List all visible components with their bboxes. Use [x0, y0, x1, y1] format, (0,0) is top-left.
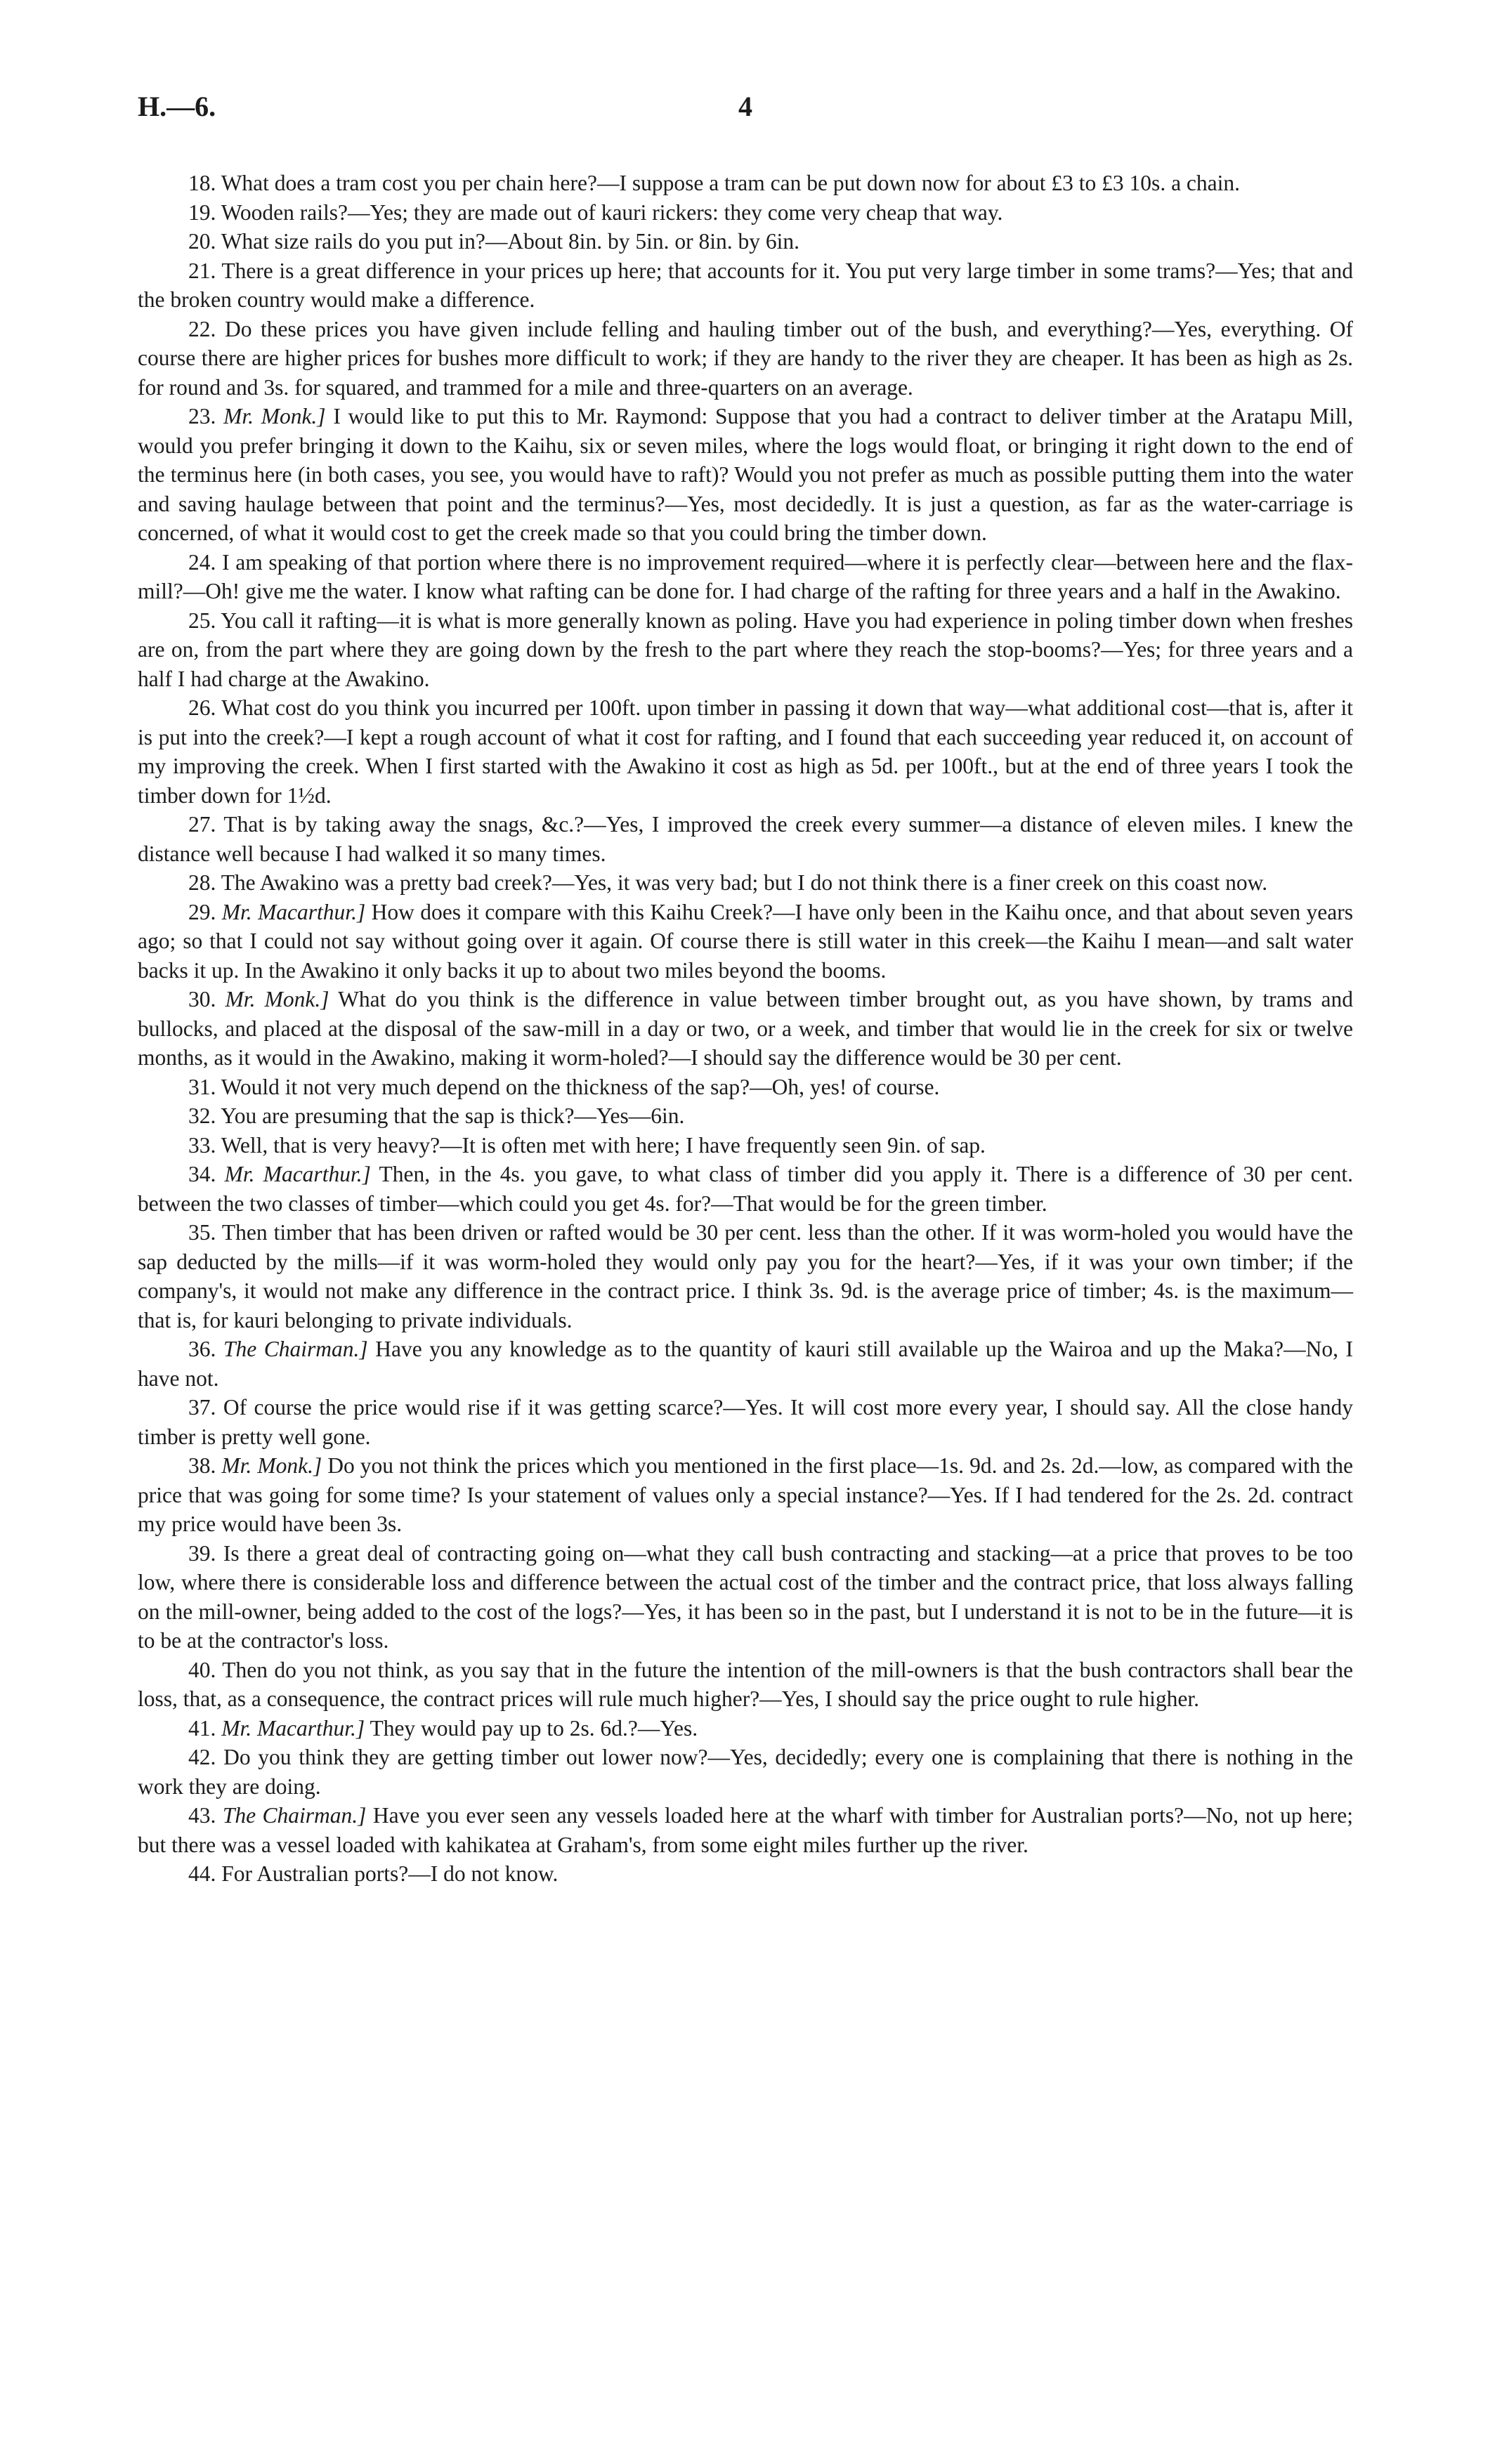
paragraph-text: I am speaking of that portion where there is no improvement required—where it is perfectly clear—between here and the flax-mill?—Oh! give me the water. I know what rafting can be done for. I had charge of the rafting for three years and a half in the Awakino. [138, 549, 1353, 603]
paragraph-30 [138, 985, 1353, 1073]
paragraph-number: 44. [188, 1861, 216, 1886]
paragraph-39 [138, 1539, 1353, 1656]
speaker: The Chairman.] [222, 1803, 367, 1828]
paragraph-number: 32. [188, 1103, 216, 1128]
paragraph-number: 23. [188, 404, 216, 428]
paragraph-23 [138, 402, 1353, 548]
paragraph-number: 28. [188, 870, 216, 895]
paragraph-35 [138, 1218, 1353, 1335]
paragraph-text: Then do you not think, as you say that in the future the intention of the mill-owners is that the bush contractors shall bear the loss, that, as a consequence, the contract prices will rule much higher?—Yes, I should say the price ought to rule higher. [138, 1657, 1353, 1711]
paragraph-text: The Awakino was a pretty bad creek?—Yes, it was very bad; but I do not think there is a finer creek on this coast now. [221, 870, 1268, 895]
paragraph-text: Do you think they are getting timber out lower now?—Yes, decidedly; every one is complaining that there is nothing in the work they are doing. [138, 1745, 1353, 1799]
paragraph-number: 27. [188, 812, 216, 837]
paragraph-text: I would like to put this to Mr. Raymond: Suppose that you had a contract to deliver timber at the Aratapu Mill, would you prefer bringing it down to the Kaihu, six or seven miles, where the logs would float, or bringing it right down to the end of the terminus here (in both cases, you see, you would have to raft)? Would you not prefer as much as possible putting them into the water and saving haulage between that point and the terminus?—Yes, most decidedly. It is just a question, as far as the water-carriage is concerned, of what it would cost to get the creek made so that you could bring the timber down. [138, 404, 1354, 545]
paragraph-text: Do these prices you have given include felling and hauling timber out of the bush, and everything?—Yes, everything. Of course there are higher prices for bushes more difficult to work; if they are handy to the river they are cheaper. It has been as high as 2s. for round and 3s. for squared, and trammed for a mile and three-quarters on an average. [138, 316, 1353, 400]
paragraph-text: They would pay up to 2s. 6d.?—Yes. [370, 1715, 698, 1741]
paragraph-number: 39. [188, 1540, 216, 1566]
paragraph-number: 19. [188, 199, 216, 225]
paragraph-number: 22. [188, 316, 216, 341]
paragraph-19 [138, 198, 1353, 228]
paragraph-text: What size rails do you put in?—About 8in. by 5in. or 8in. by 6in. [221, 229, 799, 254]
paragraph-34 [138, 1160, 1353, 1218]
paragraph-text: Then timber that has been driven or rafted would be 30 per cent. less than the other. If it was worm-holed you would have the sap deducted by the mills—if it was worm-holed they would only pay you for the heart?—Yes, if it was your own timber; if the company's, it would not make any difference in the contract price. I think 3s. 9d. is the average price of timber; 4s. is the maximum—that is, for kauri belonging to private individuals. [138, 1220, 1353, 1332]
paragraph-33 [138, 1131, 1353, 1160]
paragraph-36 [138, 1335, 1353, 1393]
paragraph-text: What does a tram cost you per chain here?—I suppose a tram can be put down now for about £3 to £3 10s. a chain. [221, 171, 1241, 195]
page-body [138, 169, 1353, 1889]
speaker: The Chairman.] [223, 1337, 368, 1361]
paragraph-text: You call it rafting—it is what is more generally known as poling. Have you had experience in poling timber down when freshes are on, from the part where they are going down by the fresh to the part where they reach the stop-booms?—Yes; for three years and a half I had charge at the Awakino. [138, 608, 1353, 691]
paragraph-text: Have you ever seen any vessels loaded here at the wharf with timber for Australian ports?—No, not up here; but there was a vessel loaded with kahikatea at Graham's, from some eight miles further up the river. [138, 1803, 1354, 1857]
paragraph-number: 42. [188, 1745, 216, 1769]
paragraph-text: Do you not think the prices which you mentioned in the first place—1s. 9d. and 2s. 2d.—low, as compared with the price that was going for some time? Is your statement of values only a special instance?—Yes. If I had tendered for the 2s. 2d. contract my price would have been 3s. [138, 1453, 1353, 1536]
paragraph-40 [138, 1656, 1353, 1714]
paragraph-number: 30. [188, 987, 216, 1011]
paragraph-text: You are presuming that the sap is thick?—Yes—6in. [221, 1103, 685, 1128]
paragraph-text: What cost do you think you incurred per 100ft. upon timber in passing it down that way—what additional cost—that is, after it is put into the creek?—I kept a rough account of what it cost for rafting, and I found that each succeeding year reduced it, on account of my improving the creek. When I first started with the Awakino it cost as high as 5d. per 100ft., but at the end of three years I took the timber down for 1½d. [138, 695, 1353, 808]
paragraph-24 [138, 548, 1353, 606]
paragraph-18 [138, 169, 1353, 198]
speaker: Mr. Macarthur.] [221, 1715, 365, 1741]
paragraph-number: 38. [188, 1453, 216, 1478]
paragraph-number: 35. [188, 1220, 216, 1245]
paragraph-32 [138, 1101, 1353, 1131]
paragraph-20 [138, 227, 1353, 256]
paragraph-number: 43. [188, 1803, 216, 1828]
page-header [138, 90, 1353, 132]
paragraph-text: Is there a great deal of contracting going on—what they call bush contracting and stacking—at a price that proves to be too low, where there is considerable loss and difference between the actual cost of the timber and the contract price, that loss always falling on the mill-owner, being added to the cost of the logs?—Yes, it has been so in the past, but I understand it is not to be in the future—it is to be at the contractor's loss. [138, 1540, 1354, 1653]
paragraph-number: 40. [188, 1657, 216, 1682]
paragraph-number: 31. [188, 1074, 216, 1099]
speaker: Mr. Macarthur.] [224, 1162, 371, 1186]
page-number: 4 [738, 91, 752, 122]
paragraph-text: That is by taking away the snags, &c.?—Yes, I improved the creek every summer—a distance of eleven miles. I knew the distance well because I had walked it so many times. [138, 812, 1353, 866]
document-code: H.—6. [138, 91, 216, 122]
paragraph-number: 29. [188, 899, 216, 924]
paragraph-text: There is a great difference in your prices up here; that accounts for it. You put very large timber in some trams?—Yes; that and the broken country would make a difference. [138, 258, 1353, 312]
paragraph-text: Would it not very much depend on the thickness of the sap?—Oh, yes! of course. [221, 1074, 940, 1099]
paragraph-number: 20. [188, 229, 216, 254]
paragraph-number: 26. [188, 695, 216, 720]
paragraph-26 [138, 693, 1353, 810]
paragraph-number: 36. [188, 1337, 216, 1361]
paragraph-31 [138, 1073, 1353, 1102]
paragraph-text: Wooden rails?—Yes; they are made out of kauri rickers: they come very cheap that way. [221, 199, 1003, 225]
speaker: Mr. Monk.] [225, 987, 329, 1011]
paragraph-42 [138, 1743, 1353, 1801]
paragraph-number: 33. [188, 1132, 216, 1158]
speaker: Mr. Macarthur.] [221, 899, 366, 924]
paragraph-number: 24. [188, 549, 216, 575]
paragraph-44 [138, 1859, 1353, 1889]
paragraph-text: Have you any knowledge as to the quantity of kauri still available up the Wairoa and up the Maka?—No, I have not. [138, 1337, 1354, 1391]
paragraph-28 [138, 868, 1353, 898]
paragraph-number: 37. [188, 1395, 216, 1420]
paragraph-text: Of course the price would rise if it was getting scarce?—Yes. It will cost more every year, I should say. All the close handy timber is pretty well gone. [138, 1395, 1354, 1449]
paragraph-38 [138, 1451, 1353, 1539]
paragraph-text: Well, that is very heavy?—It is often met with here; I have frequently seen 9in. of sap. [221, 1132, 986, 1158]
paragraph-41 [138, 1714, 1353, 1743]
paragraph-text: For Australian ports?—I do not know. [221, 1861, 559, 1886]
paragraph-27 [138, 810, 1353, 868]
paragraph-text: How does it compare with this Kaihu Creek?—I have only been in the Kaihu once, and that about seven years ago; so that I could not say without going over it again. Of course there is still water in this creek—the Kaihu I mean—and salt water backs it up. In the Awakino it only backs it up to about two miles beyond the booms. [138, 899, 1354, 983]
paragraph-21 [138, 256, 1353, 315]
paragraph-43 [138, 1801, 1353, 1859]
paragraph-number: 18. [188, 171, 216, 195]
paragraph-number: 21. [188, 258, 216, 283]
paragraph-text: Then, in the 4s. you gave, to what class of timber did you apply it. There is a difference of 30 per cent. between the two classes of timber—which could you get 4s. for?—That would be for the green timber. [138, 1162, 1354, 1216]
paragraph-text: What do you think is the difference in value between timber brought out, as you have shown, by trams and bullocks, and placed at the disposal of the saw-mill in a day or two, or a week, and timber that would lie in the creek for six or twelve months, as it would in the Awakino, making it worm-holed?—I should say the difference would be 30 per cent. [138, 987, 1353, 1070]
paragraph-29 [138, 898, 1353, 985]
paragraph-25 [138, 606, 1353, 694]
paragraph-22 [138, 315, 1353, 402]
paragraph-number: 25. [188, 608, 216, 633]
speaker: Mr. Monk.] [223, 404, 326, 428]
speaker: Mr. Monk.] [221, 1453, 322, 1478]
paragraph-number: 41. [188, 1715, 216, 1741]
paragraph-number: 34. [188, 1162, 216, 1186]
paragraph-37 [138, 1393, 1353, 1451]
